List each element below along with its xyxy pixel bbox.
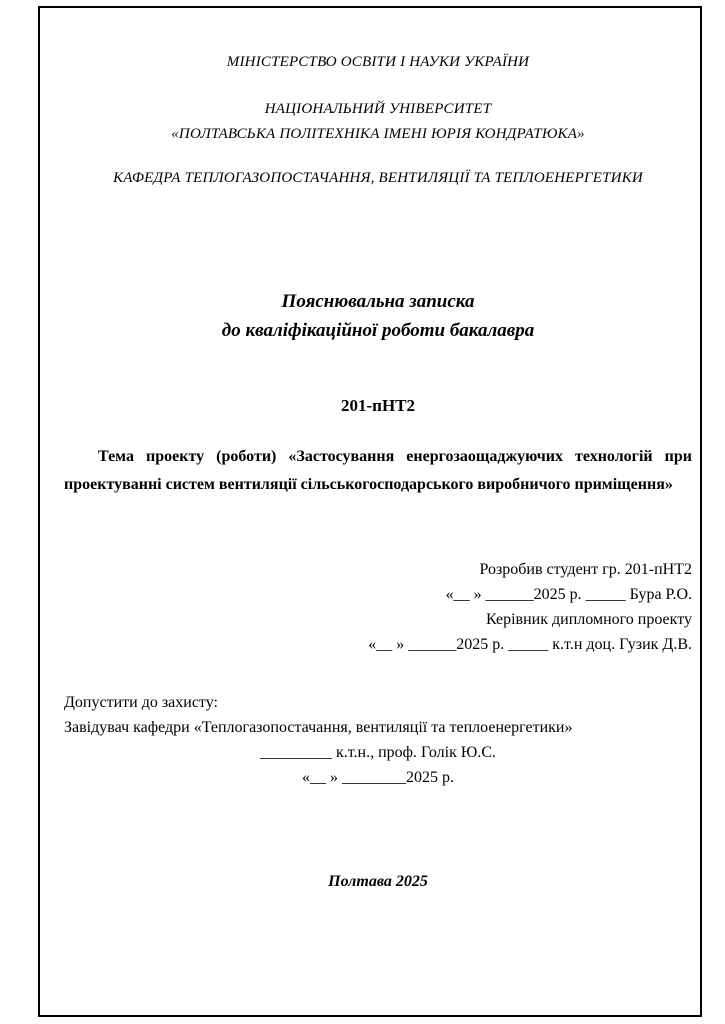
supervisor-signature-line: «__ » ______2025 р. _____ к.т.н доц. Гузик Д.В. — [368, 636, 692, 653]
approval-signature-line: _________ к.т.н., проф. Голік Ю.С. — [259, 744, 496, 761]
university-name-line1: НАЦІОНАЛЬНИЙ УНІВЕРСИТЕТ — [264, 101, 492, 117]
project-topic: Тема проекту (роботи) «Застосування енергозаощаджуючих технологій при проектуванні систем вентиляції сільськогосподарського виробничого приміщення» — [64, 448, 692, 493]
document-title-line1: Пояснювальна записка — [281, 291, 475, 312]
group-code: 201-пНТ2 — [340, 396, 416, 415]
approval-department-head: Завідувач кафедри «Теплогазопостачання, вентиляції та теплоенергетики» — [64, 719, 573, 736]
developer-signature-line: «__ » ______2025 р. _____ Бура Р.О. — [445, 586, 692, 603]
city-year-line: Полтава 2025 — [328, 873, 428, 890]
department-line: КАФЕДРА ТЕПЛОГАЗОПОСТАЧАННЯ, ВЕНТИЛЯЦІЇ ТА ТЕПЛОЕНЕРГЕТИКИ — [113, 170, 643, 186]
approval-heading: Допустити до захисту: — [64, 694, 218, 711]
approval-block — [64, 690, 692, 790]
signature-block — [64, 557, 692, 657]
ministry-line: МІНІСТЕРСТВО ОСВІТИ І НАУКИ УКРАЇНИ — [226, 54, 530, 70]
document-title-line2: до кваліфікаційної роботи бакалавра — [221, 320, 535, 341]
approval-date-line: «__ » ________2025 р. — [302, 769, 454, 786]
supervisor-role-line: Керівник дипломного проекту — [485, 611, 692, 628]
developer-role-line: Розробив студент гр. 201-пНТ2 — [479, 561, 692, 578]
title-page-content — [64, 6, 692, 1017]
university-name-line2: «ПОЛТАВСЬКА ПОЛІТЕХНІКА ІМЕНІ ЮРІЯ КОНДРАТЮКА» — [171, 126, 585, 142]
